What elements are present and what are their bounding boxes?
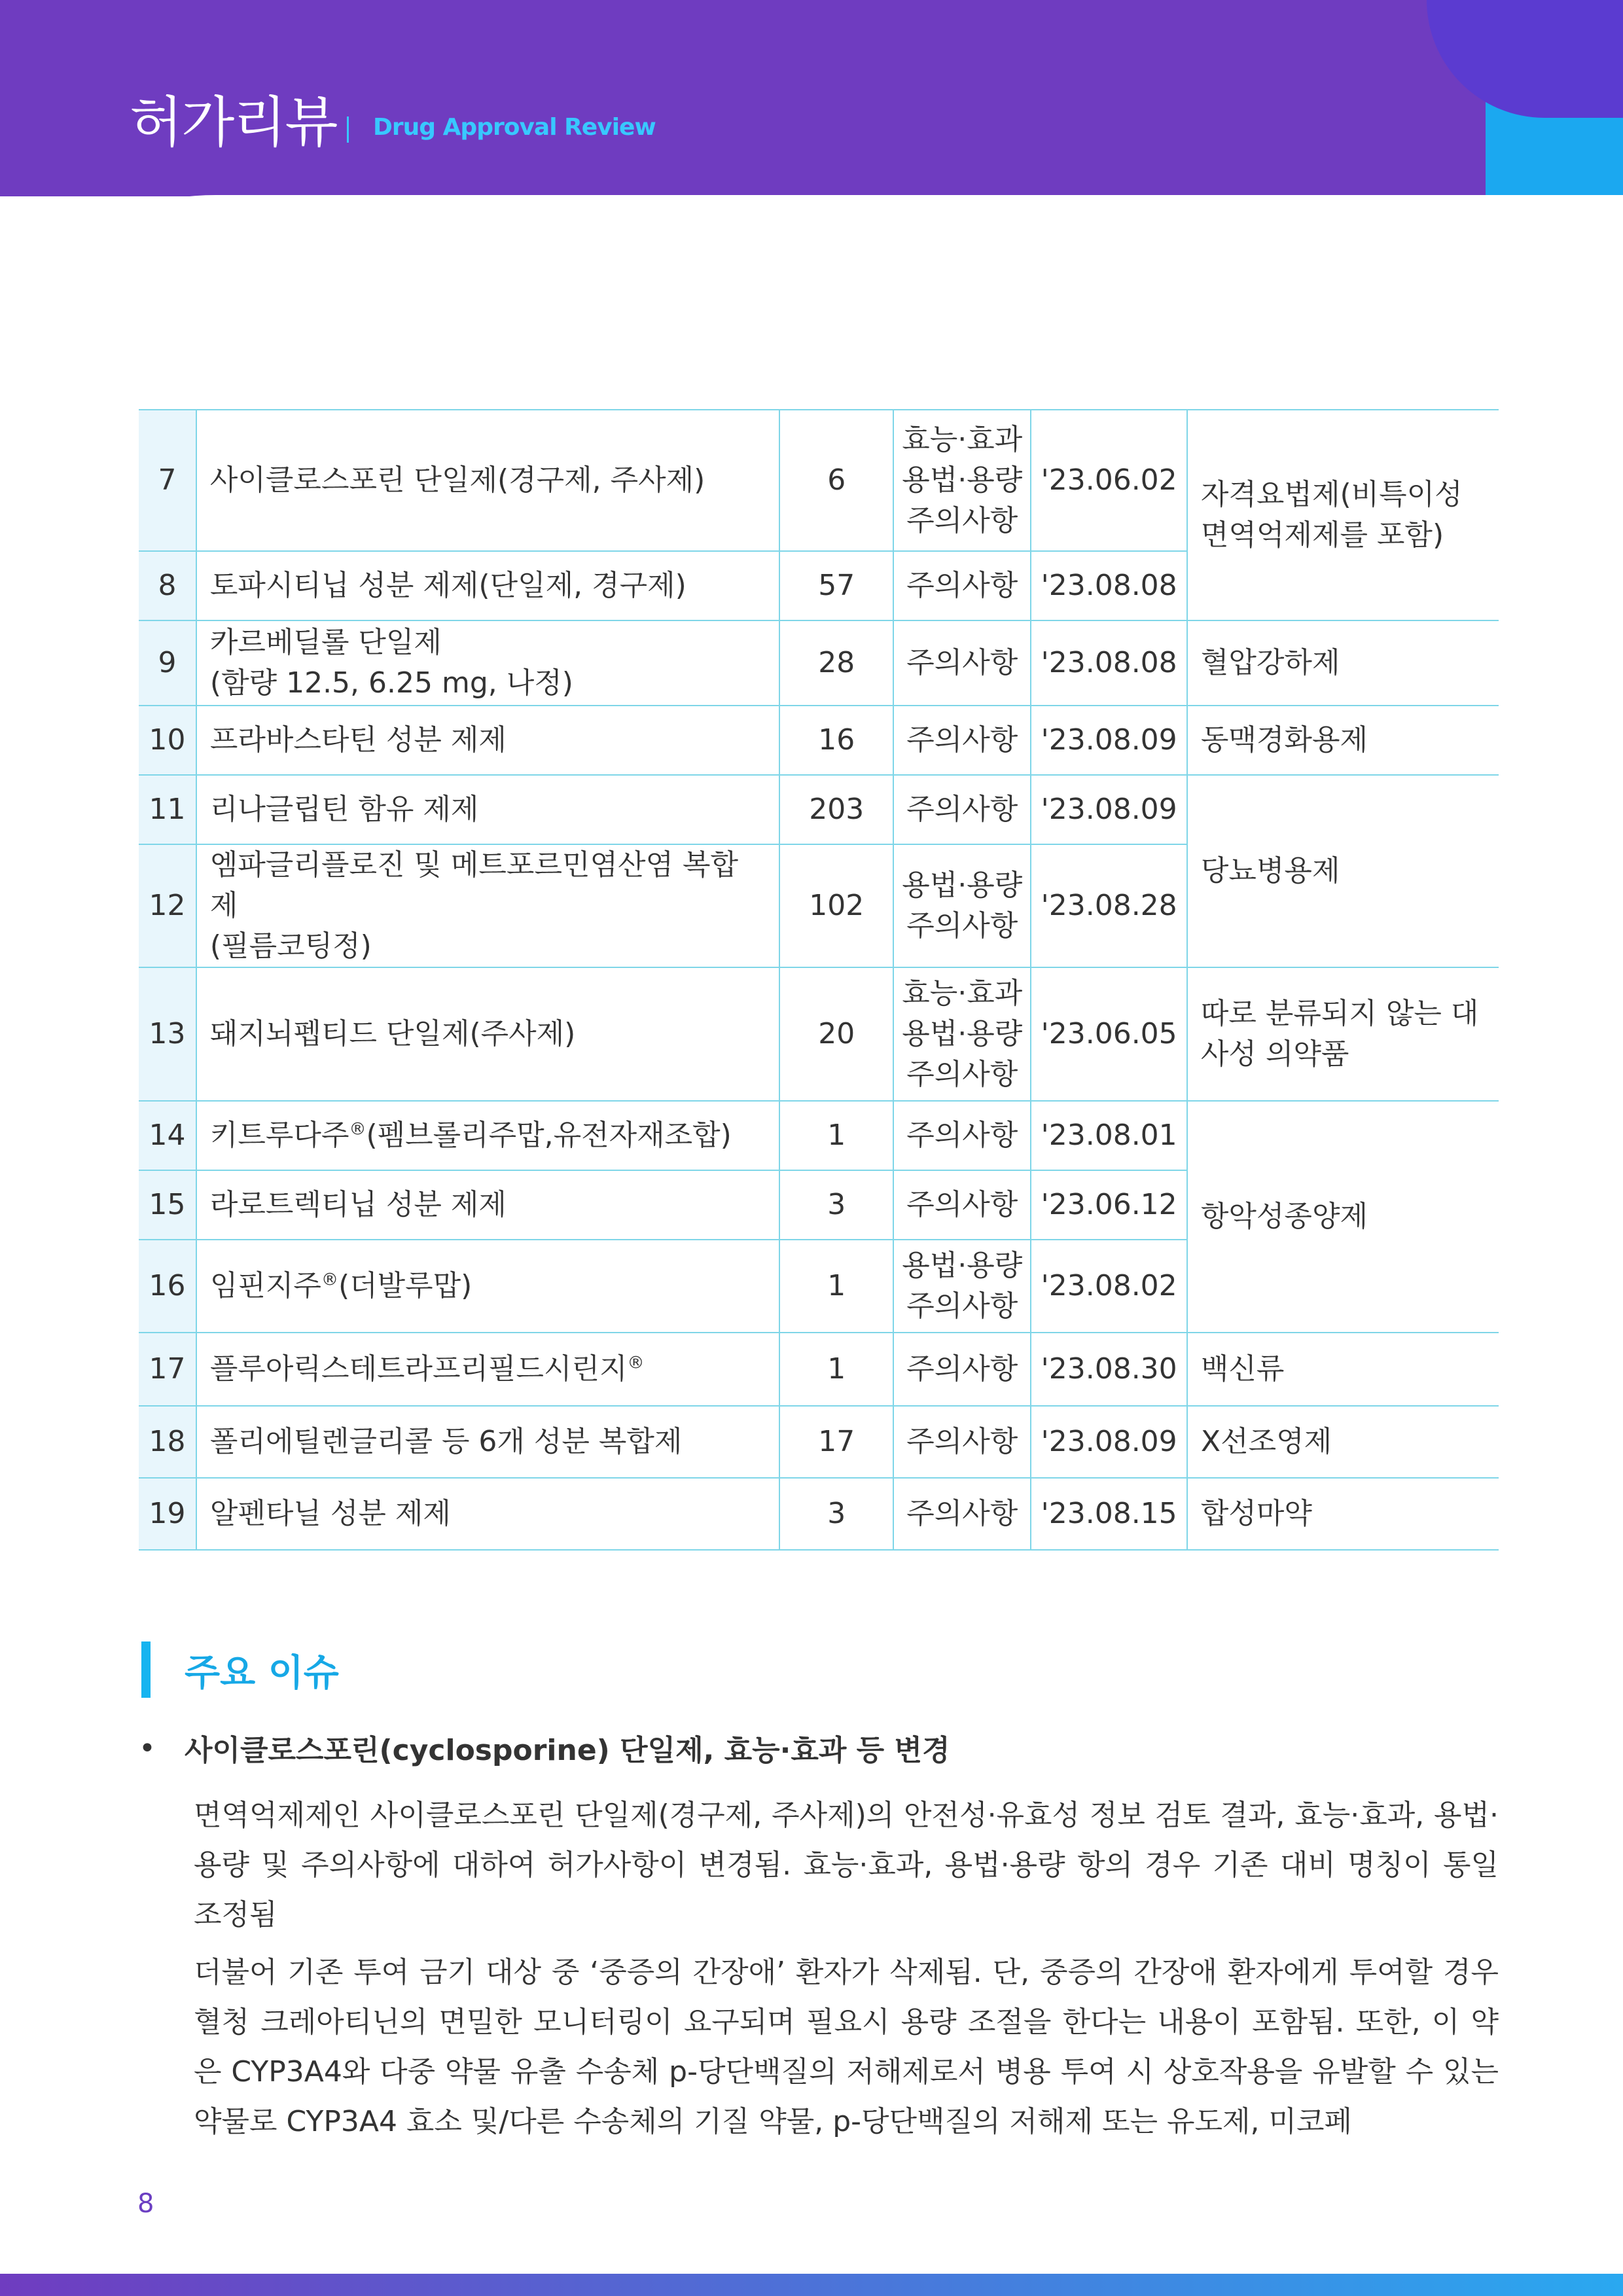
product-name: 토파시티닙 성분 제제(단일제, 경구제) (196, 551, 779, 620)
product-name: 리나글립틴 함유 제제 (196, 775, 779, 844)
body-paragraph: 면역억제제인 사이클로스포린 단일제(경구제, 주사제)의 안전성·유효성 정보 검토 결과, 효능·효과, 용법·용량 및 주의사항에 대하여 허가사항이 변경됨. 효능·효과, 용법·용량 항의 경우 기존 대비 명칭이 통일 조정됨 (194, 1799, 1499, 1931)
change-date: '23.08.09 (1031, 1406, 1187, 1478)
changed-sections (893, 1406, 1031, 1478)
changed-sections (893, 1240, 1031, 1333)
approval-table (139, 409, 1499, 1551)
row-number: 13 (139, 967, 196, 1101)
changed-sections (893, 1333, 1031, 1406)
product-name-text: 키트루다주 (209, 1119, 349, 1152)
page-number: 8 (137, 2189, 154, 2219)
section-label: 효능·효과 (902, 423, 1023, 456)
change-date: '23.08.08 (1031, 551, 1187, 620)
section-accent-bar (141, 1641, 151, 1698)
item-count: 1 (779, 1101, 893, 1170)
section-label: 주의사항 (906, 909, 1018, 942)
row-number: 15 (139, 1170, 196, 1240)
changed-sections (893, 1170, 1031, 1240)
page-header (0, 0, 1623, 196)
registered-mark: ® (349, 1119, 366, 1139)
section-label: 주의사항 (906, 504, 1018, 537)
row-number: 11 (139, 775, 196, 844)
section-label: 주의사항 (906, 1352, 1018, 1386)
item-count: 16 (779, 706, 893, 775)
item-count: 6 (779, 410, 893, 551)
row-number: 16 (139, 1240, 196, 1333)
product-name: 프라바스타틴 성분 제제 (196, 706, 779, 775)
registered-mark: ® (627, 1353, 645, 1373)
body-paragraph: 더불어 기존 투여 금기 대상 중 ‘중증의 간장애’ 환자가 삭제됨. 단, 중증의 간장애 환자에게 투여할 경우 혈청 크레아티닌의 면밀한 모니터링이 요구되며 필요시 용량 조절을 한다는 내용이 포함됨. 또한, 이 약은 CYP3A4와 다중 약물 유출 수송체 p-당단백질의 저해제로서 병용 투여 시 상호작용을 유발할 수 있는 약물로 CYP3A4 효소 및/다른 수송체의 기질 약물, p-당단백질의 저해제 또는 유도제, 미코페 (194, 1956, 1499, 2138)
drug-class: 혈압강하제 (1187, 620, 1499, 706)
changed-sections (893, 620, 1031, 706)
section-label: 용법·용량 (902, 463, 1023, 497)
item-count: 57 (779, 551, 893, 620)
item-count: 1 (779, 1240, 893, 1333)
change-date: '23.08.08 (1031, 620, 1187, 706)
item-count: 203 (779, 775, 893, 844)
change-date: '23.06.02 (1031, 410, 1187, 551)
changed-sections (893, 844, 1031, 967)
table-row (139, 1333, 1499, 1406)
section-title: 주요 이슈 (185, 1652, 339, 1695)
row-number: 8 (139, 551, 196, 620)
product-name: 알펜타닐 성분 제제 (196, 1478, 779, 1550)
row-number: 12 (139, 844, 196, 967)
section-label: 용법·용량 (902, 869, 1023, 902)
row-number: 9 (139, 620, 196, 706)
changed-sections (893, 1478, 1031, 1550)
bullet-icon: • (139, 1732, 156, 1765)
change-date: '23.08.15 (1031, 1478, 1187, 1550)
registered-mark: ® (321, 1270, 338, 1290)
drug-class: 합성마약 (1187, 1478, 1499, 1550)
product-name-line: (함량 12.5, 6.25 mg, 나정) (209, 666, 573, 700)
table-row (139, 967, 1499, 1101)
section-label: 용법·용량 (902, 1249, 1023, 1282)
product-name: 사이클로스포린 단일제(경구제, 주사제) (196, 410, 779, 551)
item-count: 17 (779, 1406, 893, 1478)
item-count: 28 (779, 620, 893, 706)
section-label: 주의사항 (906, 793, 1018, 826)
table-row (139, 1478, 1499, 1550)
section-label: 주의사항 (906, 1188, 1018, 1221)
change-date: '23.08.09 (1031, 706, 1187, 775)
product-name: 돼지뇌펩티드 단일제(주사제) (196, 967, 779, 1101)
header-separator (347, 117, 349, 143)
item-count: 20 (779, 967, 893, 1101)
section-label: 주의사항 (906, 569, 1018, 602)
product-name-line: 엠파글리플로진 및 메트포르민염산염 복합제 (209, 848, 738, 922)
table-row (139, 1101, 1499, 1170)
item-count: 102 (779, 844, 893, 967)
row-number: 18 (139, 1406, 196, 1478)
product-name: 폴리에틸렌글리콜 등 6개 성분 복합제 (196, 1406, 779, 1478)
header-corner-shape (1427, 0, 1623, 118)
product-name-suffix: (더발루맙) (338, 1269, 473, 1302)
header-subtitle: Drug Approval Review (373, 114, 656, 141)
section-label: 주의사항 (906, 1289, 1018, 1323)
row-number: 14 (139, 1101, 196, 1170)
table-row (139, 410, 1499, 551)
footer-bar (0, 2274, 1623, 2296)
drug-class: 당뇨병용제 (1187, 775, 1499, 967)
drug-class: 동맥경화용제 (1187, 706, 1499, 775)
change-date: '23.08.30 (1031, 1333, 1187, 1406)
section-label: 효능·효과 (902, 977, 1023, 1010)
product-name (196, 1101, 779, 1170)
product-name-text: 임핀지주 (209, 1269, 321, 1302)
table-row (139, 775, 1499, 844)
changed-sections (893, 967, 1031, 1101)
product-name-line: (필름코팅정) (209, 929, 372, 963)
section-label: 주의사항 (906, 646, 1018, 679)
bullet-heading: 사이클로스포린(cyclosporine) 단일제, 효능·효과 등 변경 (185, 1734, 950, 1767)
section-label: 주의사항 (906, 1058, 1018, 1091)
change-date: '23.06.12 (1031, 1170, 1187, 1240)
product-name-text: 플루아릭스테트라프리필드시린지 (209, 1352, 628, 1386)
change-date: '23.08.01 (1031, 1101, 1187, 1170)
section-label: 주의사항 (906, 1497, 1018, 1530)
drug-class: 항악성종양제 (1187, 1101, 1499, 1333)
item-count: 1 (779, 1333, 893, 1406)
change-date: '23.08.09 (1031, 775, 1187, 844)
row-number: 7 (139, 410, 196, 551)
row-number: 17 (139, 1333, 196, 1406)
product-name (196, 1333, 779, 1406)
section-label: 주의사항 (906, 1119, 1018, 1152)
drug-class: 따로 분류되지 않는 대사성 의약품 (1187, 967, 1499, 1101)
table-row (139, 1406, 1499, 1478)
header-title: 허가리뷰 (130, 90, 337, 154)
changed-sections (893, 551, 1031, 620)
section-label: 주의사항 (906, 723, 1018, 757)
change-date: '23.08.02 (1031, 1240, 1187, 1333)
section-label: 용법·용량 (902, 1017, 1023, 1050)
product-name-line: 카르베딜롤 단일제 (209, 626, 442, 659)
product-name: 라로트렉티닙 성분 제제 (196, 1170, 779, 1240)
product-name (196, 1240, 779, 1333)
table-row (139, 706, 1499, 775)
item-count: 3 (779, 1478, 893, 1550)
row-number: 19 (139, 1478, 196, 1550)
product-name (196, 620, 779, 706)
table-row (139, 620, 1499, 706)
product-name-suffix: (펨브롤리주맙,유전자재조합) (366, 1119, 732, 1152)
changed-sections (893, 1101, 1031, 1170)
changed-sections (893, 410, 1031, 551)
change-date: '23.08.28 (1031, 844, 1187, 967)
changed-sections (893, 775, 1031, 844)
row-number: 10 (139, 706, 196, 775)
drug-class: 자격요법제(비특이성 면역억제제를 포함) (1187, 410, 1499, 620)
change-date: '23.06.05 (1031, 967, 1187, 1101)
section-label: 주의사항 (906, 1425, 1018, 1458)
product-name (196, 844, 779, 967)
drug-class: X선조영제 (1187, 1406, 1499, 1478)
item-count: 3 (779, 1170, 893, 1240)
changed-sections (893, 706, 1031, 775)
drug-class: 백신류 (1187, 1333, 1499, 1406)
